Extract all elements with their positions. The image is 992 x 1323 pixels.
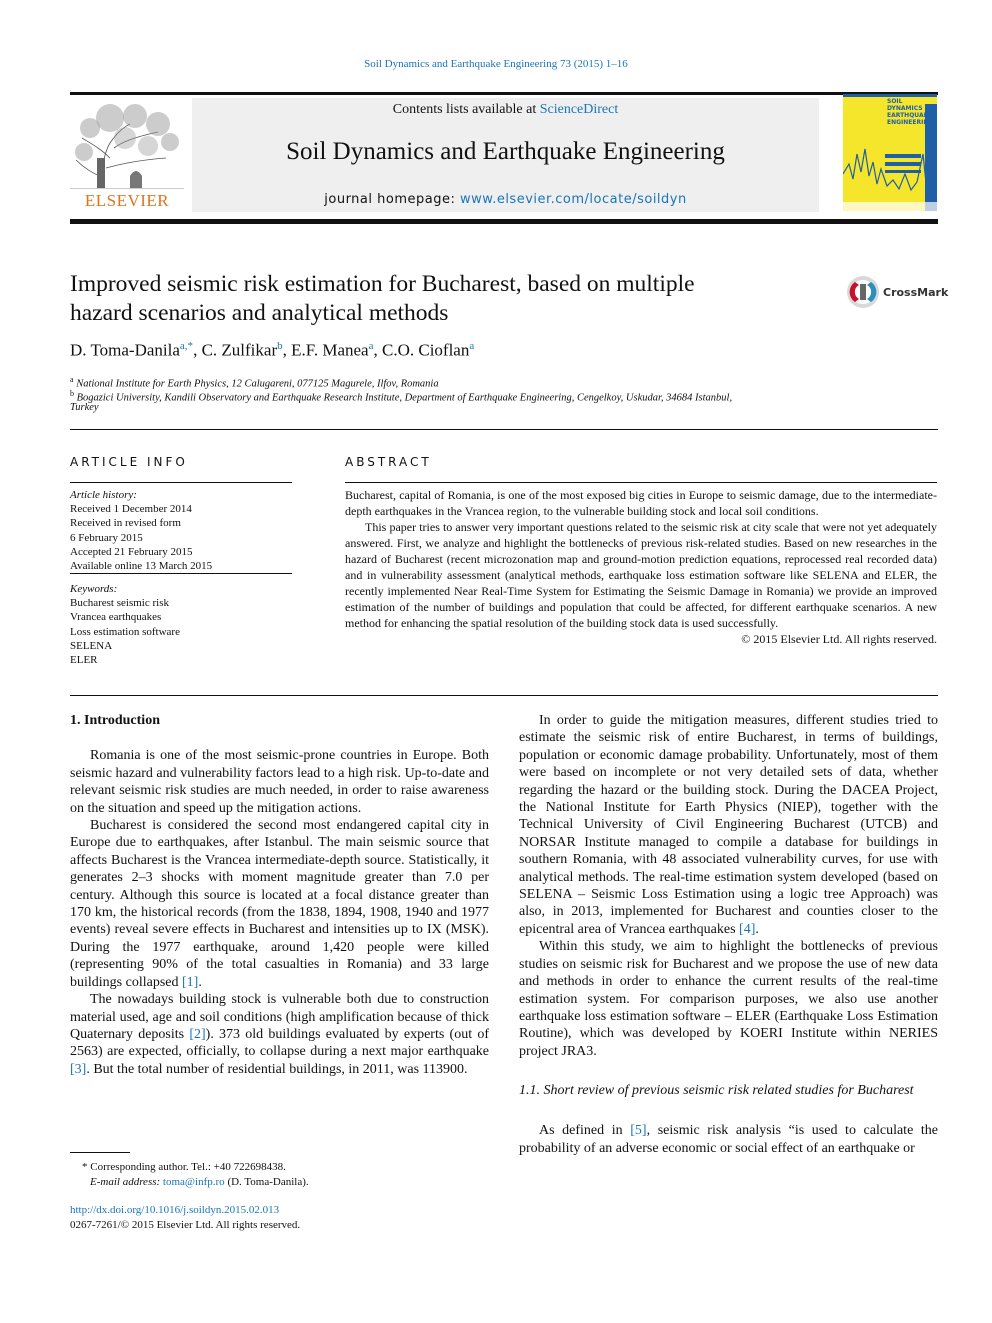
paragraph: In order to guide the mitigation measures, different studies tried to estimate the seismic risk of entire Bucharest, in terms of buildings, population or economic damage probability. Unfortunately, most of them were based on incomplete or not very detailed sets of data, whether regarding the hazard or the building stock. During the DACEA Project, the National Institute for Earth Physics (NIEP), together with the Technical University of Civil Engineering Bucharest (UTCB) and NORSAR Institute managed to compile a database for buildings in southern Romania, with 48 associated vulnerability curves, for use with analytical methods. The real-time estimation system developed (based on SELENA – Seismic Loss Estimation using a logic tree Approach) was also, in 2013, implemented for Bucharest and counties closer to the epicentral area of Vrancea earthquakes [4]. [519,713,938,937]
sciencedirect-link[interactable]: ScienceDirect [539,102,619,117]
crossmark-label: CrossMark [883,286,949,299]
article-info-heading: ARTICLE INFO [70,455,188,469]
article-history: Article history: Received 1 December 2014 Received in revised form 6 February 2015 Accepted 21 February 2015 Available online 13 March 2015 [70,489,213,573]
journal-cover[interactable] [843,94,937,211]
abstract-body: Bucharest, capital of Romania, is one of the most exposed big cities in Europe to seismic damage, due to the intermediate-depth earthquakes in the Vrancea region, to the vulnerable building stock and local soil conditions. This paper tries to answer very important questions related to the seismic risk at city scale that were not yet adequately answered. First, we analyze and highlight the bottlenecks of previous risk-related studies. Based on new researches in the hazard of Bucharest (recent microzonation map and ground-motion prediction equations, reprocessed real recorded data) and in vulnerability assessment (analytical methods, earthquake loss estimation software like SELENA and ELER, the recently implemented Near Real-Time System for Estimating the Seismic Damage in Romania) we provide an improved estimation of the number of buildings and population that could be affected, for different earthquake scenarios. A new method for enhancing the spatial resolution of the building stock data is used successfully. © 2015 Elsevier Ltd. All rights reserved. [345,488,937,646]
journal-homepage: journal homepage: www.elsevier.com/locate/soildyn [324,192,687,207]
author: C. Zulfikar [201,340,278,360]
elsevier-logo[interactable] [70,98,184,212]
doi-link[interactable]: http://dx.doi.org/10.1016/j.soildyn.2015.02.013 [70,1204,280,1216]
paragraph: The nowadays building stock is vulnerable both due to construction material used, age and soil conditions (high amplification because of thick Quaternary deposits [2]). 373 old buildings evaluated by experts (out of 2563) are expected, officially, to collapse during a next major earthquake [3]. But the total number of residential buildings, in 2011, was 113900. [70,992,489,1077]
author-affiliation-ref[interactable]: a,* [179,340,194,352]
journal-reference[interactable]: Soil Dynamics and Earthquake Engineering 73 (2015) 1–16 [364,58,628,70]
keyword: Vrancea earthquakes [70,611,162,624]
email-link[interactable]: toma@infp.ro [162,1175,225,1188]
keywords: Keywords: Bucharest seismic risk Vrancea earthquakes Loss estimation software SELENA ELER [70,582,292,667]
citation-link[interactable]: [4] [739,921,756,937]
affiliation: $^a$ National Institute for Earth Physics, 12 Calugareni, 077125 Magurele, Ilfov, Romania [70,375,439,390]
author: D. Toma-Danila [70,340,180,360]
keyword: ELER [70,654,98,667]
keyword: Loss estimation software [70,625,180,638]
divider [345,482,937,483]
abstract-copyright: © 2015 Elsevier Ltd. All rights reserved. [741,632,937,646]
cover-text: SOIL DYNAMICS EARTHQUAKE ENGINEERING [887,98,934,126]
elsevier-wordmark: ELSEVIER [84,191,170,210]
author-affiliation-ref[interactable]: a [469,340,475,352]
paragraph: As defined in [5], seismic risk analysis “is used to calculate the probability of an adverse economic or social effect of an earthquake or [519,1123,938,1156]
crossmark-badge[interactable] [845,274,949,314]
header-rule-bottom [70,219,938,224]
crossmark-icon [845,274,881,310]
divider [70,695,938,696]
divider [70,429,938,430]
paper-title: Improved seismic risk estimation for Bucharest, based on multiple hazard scenarios and analytical methods [70,271,695,326]
citation-link[interactable]: [3] [70,1061,87,1077]
divider [70,573,292,574]
header-rule-top [70,92,938,95]
citation-link[interactable]: [5] [630,1123,647,1139]
corresponding-author-note: * Corresponding author. Tel.: +40 722698438. [82,1161,286,1173]
journal-title: Soil Dynamics and Earthquake Engineering [286,138,725,165]
section-heading: 1. Introduction [70,713,160,728]
keyword: Bucharest seismic risk [70,597,169,610]
author-list: D. Toma-Danila$^{a,*}$, C. Zulfikar$^b$, E.F. Manea$^a$, C.O. Cioflan$^a$ [70,340,475,360]
left-column: 1. Introduction Romania is one of the most seismic-prone countries in Europe. Both seismic hazard and vulnerability factors lead to a high risk. Up-to-date and relevant seismic risk studies are much needed, in order to raise awareness on the situation and speed up the mitigation actions. Bucharest is considered the second most endangered capital city in Europe due to earthquakes, after Istanbul. The main seismic source that affects Bucharest is the Vrancea intermediate-depth source. Statistically, it generates 2–3 shocks with moment magnitude greater than 7.0 per century. Although this source is located at a focal distance greater than 170 km, the historical records (from the 1838, 1894, 1908, 1940 and 1977 events) reveal severe effects in Bucharest and intensities up to IX (MSK). During the 1977 earthquake, around 1,420 people were killed (representing 90% of the total casualties in Romania) and 33 large buildings collapsed [1]. The nowadays building stock is vulnerable both due to construction material used, age and soil conditions (high amplification because of thick Quaternary deposits [2]). 373 old buildings evaluated by experts (out of 2563) are expected, officially, to collapse during a next major earthquake [3]. But the total number of residential buildings, in 2011, was 113900. [70,713,489,1077]
paragraph: Bucharest is considered the second most endangered capital city in Europe due to earthquakes, after Istanbul. The main seismic source that affects Bucharest is the Vrancea intermediate-depth source. Statistically, it generates 2–3 shocks with moment magnitude greater than 7.0 per century. Although this source is located at a focal distance greater than 170 km, the historical records (from the 1838, 1894, 1908, 1940 and 1977 events) reveal severe effects in Bucharest and intensities up to IX (MSK). During the 1977 earthquake, around 1,420 people were killed (representing 90% of the total casualties in Romania) and 33 large buildings collapsed [1]. [70,818,489,990]
citation-link[interactable]: [1] [182,974,199,990]
affiliation: $^b$ Bogazici University, Kandili Observatory and Earthquake Research Institute, Department of Earthquake Engineering, Cengelkoy, Uskudar, 34684 Istanbul, [70,389,733,404]
author-affiliation-ref[interactable]: b [277,340,283,352]
affiliation: Turkey [70,402,99,413]
author: C.O. Cioflan [381,340,470,360]
subsection-heading: 1.1. Short review of previous seismic risk related studies for Bucharest [519,1083,914,1099]
divider [70,482,292,483]
citation-link[interactable]: [2] [189,1026,206,1042]
keyword: SELENA [70,639,113,652]
abstract-heading: ABSTRACT [345,455,432,469]
issn-line: 0267-7261/© 2015 Elsevier Ltd. All rights reserved. [70,1218,301,1231]
right-column: In order to guide the mitigation measures, different studies tried to estimate the seismic risk of entire Bucharest, in terms of buildings, population or economic damage probability. Unfortunately, most of them were based on incomplete or not very detailed sets of data, whether regarding the hazard or the building stock. During the DACEA Project, the National Institute for Earth Physics (NIEP), together with the Technical University of Civil Engineering Bucharest (UTCB) and NORSAR Institute managed to compile a database for buildings in southern Romania, with 48 associated vulnerability curves, for use with analytical methods. The real-time estimation system developed (based on SELENA – Seismic Loss Estimation using a logic tree Approach) was also, in 2013, implemented for Bucharest and counties closer to the epicentral area of Vrancea earthquakes [4]. Within this study, we aim to highlight the bottlenecks of previous studies on seismic risk for Bucharest and we propose the use of new data and methods in order to enhance the current results of the real-time estimation system. For comparison purposes, we also use another earthquake loss estimation software – ELER (Earthquake Loss Estimation Routine), which was developed by KOERI Institute within NERIES project JRA3. 1.1. Short review of previous seismic risk related studies for Bucharest As defined in [5], seismic risk analysis “is used to calculate the probability of an adverse economic or social effect of an earthquake or [519,713,938,1156]
journal-header-box [192,98,819,212]
author-affiliation-ref[interactable]: a [368,340,374,352]
footnotes [70,1160,370,1232]
homepage-link[interactable]: www.elsevier.com/locate/soildyn [459,192,687,207]
contents-line: Contents lists available at ScienceDirect [392,102,619,117]
author: E.F. Manea [291,340,369,360]
email-note: E-mail address: toma@infp.ro (D. Toma-Danila). [90,1175,309,1188]
footnote-rule [70,1152,130,1153]
